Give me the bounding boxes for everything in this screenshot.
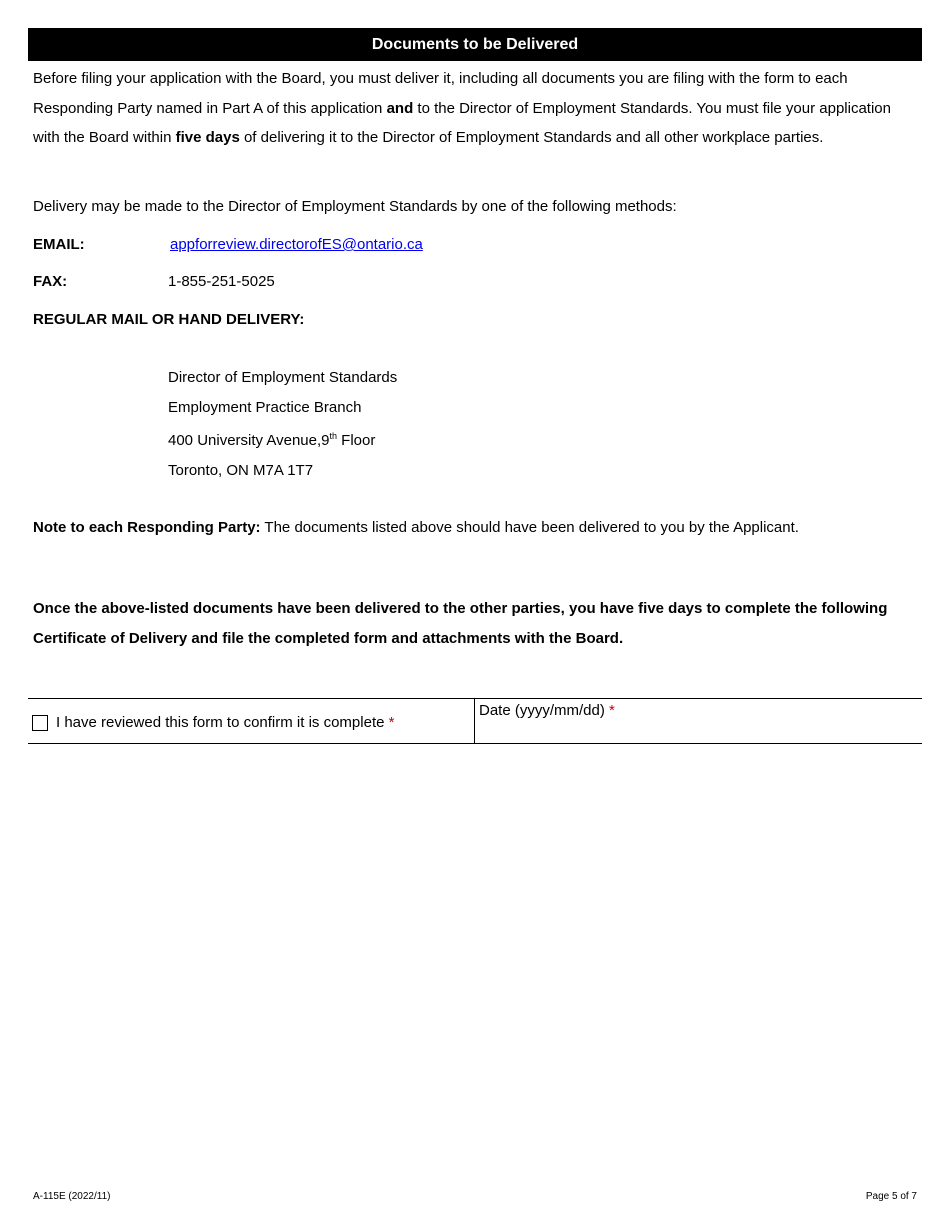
review-checkbox-label: I have reviewed this form to confirm it is complete *: [56, 713, 395, 731]
mail-label: REGULAR MAIL OR HAND DELIVERY:: [33, 311, 305, 328]
intro-five-days: five days: [175, 129, 240, 146]
address-line-1: Director of Employment Standards: [168, 369, 398, 386]
section-header: [28, 28, 922, 61]
email-link[interactable]: appforreview.directorofES@ontario.ca: [170, 236, 423, 253]
delivery-methods-intro: Delivery may be made to the Director of Employment Standards by one of the following methods:: [33, 198, 677, 215]
date-label: Date (yyyy/mm/dd) *: [479, 702, 615, 719]
mailing-address: [168, 363, 397, 485]
form-code: A-115E (2022/11): [33, 1191, 111, 1202]
certificate-instruction: Once the above-listed documents have been delivered to the other parties, you have five days to complete the following Certificate of Delivery and file the completed form and attachments with the Board.: [33, 600, 888, 647]
confirmation-row: [28, 698, 922, 744]
section-title: Documents to be Delivered: [371, 35, 579, 53]
date-field[interactable]: [475, 699, 922, 743]
fax-number: 1-855-251-5025: [168, 273, 275, 290]
responding-party-note: [33, 519, 799, 536]
email-label: EMAIL:: [33, 236, 85, 253]
address-line-2: Employment Practice Branch: [168, 398, 362, 416]
address-line-4: Toronto, ON M7A 1T7: [168, 461, 314, 479]
mail-row: [33, 311, 304, 328]
intro-and: and: [386, 99, 414, 117]
required-marker: *: [609, 702, 615, 719]
review-checkbox[interactable]: [32, 715, 48, 731]
review-checkbox-cell[interactable]: [28, 699, 475, 743]
email-row: [33, 236, 423, 253]
note-text: The documents listed above should have been delivered to you by the Applicant.: [260, 519, 799, 536]
note-heading: Note to each Responding Party:: [33, 519, 261, 536]
intro-text-2: to the Director of Employment Standards. You must file your application with the Board within: [33, 99, 891, 146]
fax-row: [33, 273, 275, 290]
intro-text-1: Before filing your application with the Board, you must deliver it, including all documents you are filing with the form to each Responding Party named in Part A of this application: [33, 70, 848, 117]
address-line-3: 400 University Avenue,9th Floor: [168, 431, 376, 449]
intro-paragraph: [33, 64, 913, 153]
fax-label: FAX:: [33, 273, 68, 290]
intro-text-3: of delivering it to the Director of Employment Standards and all other workplace parties.: [239, 129, 824, 146]
required-marker: *: [388, 713, 395, 731]
page-number: Page 5 of 7: [865, 1191, 917, 1202]
